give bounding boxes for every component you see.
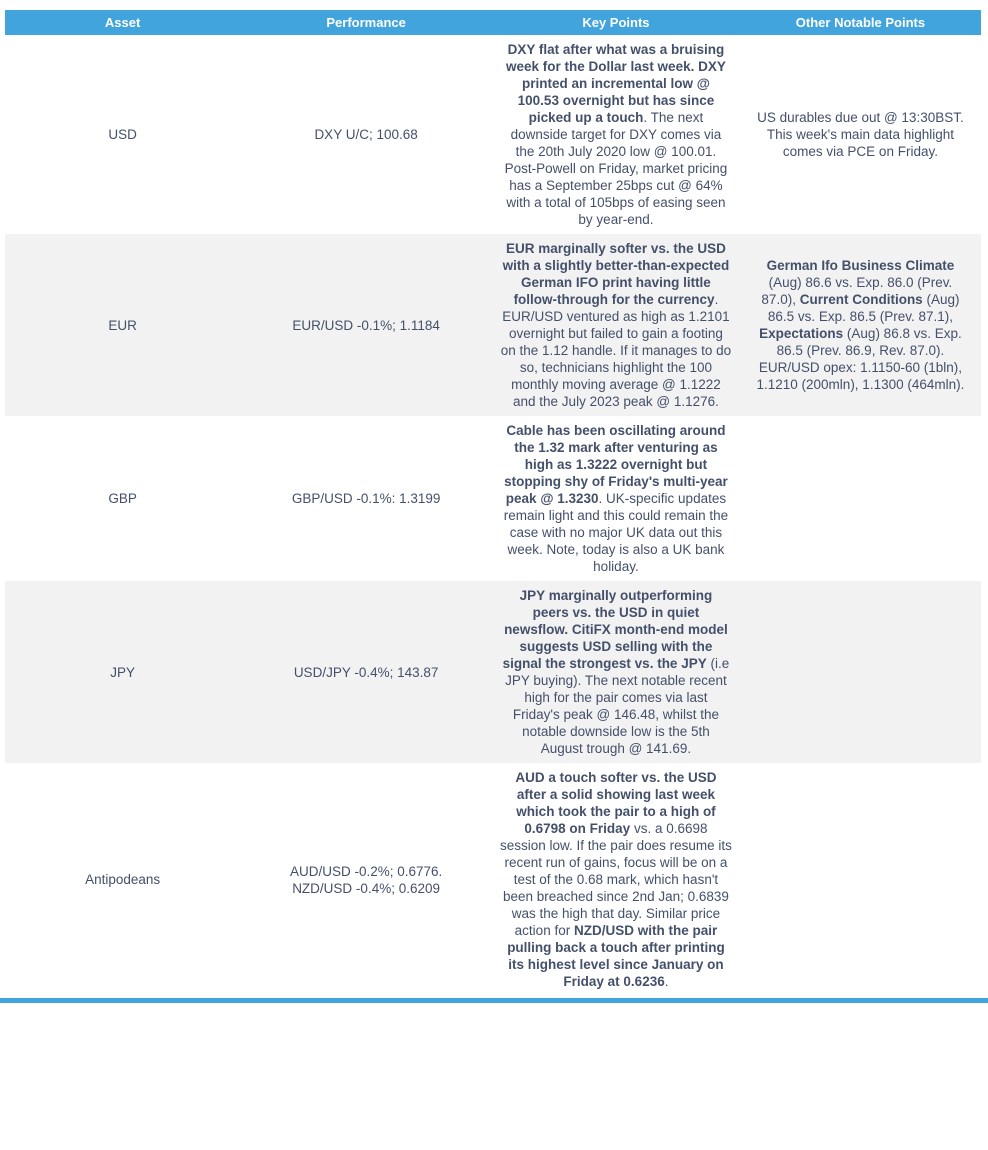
key-points-cell: JPY marginally outperforming peers vs. the USD in quiet newsflow. CitiFX month-end model suggests USD selling with the signal the strongest vs. the JPY (i.e JPY buying). The next notable recent high for the pair comes via last Friday's peak @ 146.48, whilst the notable downside low is the 5th August trough @ 141.69. xyxy=(492,581,740,763)
performance-cell: EUR/USD -0.1%; 1.1184 xyxy=(240,234,492,416)
key-points-cell: Cable has been oscillating around the 1.32 mark after venturing as high as 1.3222 overnight but stopping shy of Friday's multi-year peak @ 1.3230. UK-specific updates remain light and this could remain the case with no major UK data out this week. Note, today is also a UK bank holiday. xyxy=(503,423,729,574)
asset-row-eur xyxy=(5,234,981,416)
notable-points-cell: US durables due out @ 13:30BST. This week's main data highlight comes via PCE on Friday. xyxy=(757,110,964,159)
asset-row-jpy xyxy=(5,581,981,763)
notable-points-cell xyxy=(740,763,981,996)
asset-row-gbp xyxy=(5,416,981,581)
asset-cell: USD xyxy=(108,127,137,142)
key-points-cell: EUR marginally softer vs. the USD with a slightly better-than-expected German IFO print having little follow-through for the currency. EUR/USD ventured as high as 1.2101 overnight but failed to gain a footing on the 1.12 handle. If it manages to do so, technicians highlight the 100 monthly moving average @ 1.1222 and the July 2023 peak @ 1.1276. xyxy=(492,234,740,416)
asset-cell: Antipodeans xyxy=(85,872,161,887)
key-points-cell: AUD a touch softer vs. the USD after a solid showing last week which took the pair to a high of 0.6798 on Friday vs. a 0.6698 session low. If the pair does resume its recent run of gains, focus will be on a test of the 0.68 mark, which hasn't been breached since 2nd Jan; 0.6839 was the high that day. Similar price action for NZD/USD with the pair pulling back a touch after printing its highest level since January on Friday at 0.6236. xyxy=(500,770,732,989)
column-header-asset: Asset xyxy=(5,10,240,35)
column-header-performance: Performance xyxy=(240,10,492,35)
performance-cell: AUD/USD -0.2%; 0.6776. NZD/USD -0.4%; 0.6209 xyxy=(289,863,443,896)
notable-points-cell xyxy=(740,581,981,763)
asset-cell: GBP xyxy=(108,491,137,506)
bottom-rule xyxy=(0,998,988,1003)
asset-cell: EUR xyxy=(5,234,240,416)
header-row xyxy=(5,10,981,35)
notable-points-cell: German Ifo Business Climate (Aug) 86.6 vs. Exp. 86.0 (Prev. 87.0), Current Conditions (Aug) 86.5 vs. Exp. 86.5 (Prev. 87.1), Expectations (Aug) 86.8 vs. Exp. 86.5 (Prev. 86.9, Rev. 87.0). EUR/USD opex: 1.1150-60 (1bln), 1.1210 (200mln), 1.1300 (464mln). xyxy=(740,234,981,416)
performance-cell: GBP/USD -0.1%: 1.3199 xyxy=(291,491,441,506)
key-points-cell: DXY flat after what was a bruising week for the Dollar last week. DXY printed an incremental low @ 100.53 overnight but has since picked up a touch. The next downside target for DXY comes via the 20th July 2020 low @ 100.01. Post-Powell on Friday, market pricing has a September 25bps cut @ 64% with a total of 105bps of easing seen by year-end. xyxy=(504,42,728,227)
asset-cell: JPY xyxy=(5,581,240,763)
column-header-other-notable-points: Other Notable Points xyxy=(740,10,981,35)
fx-summary-table xyxy=(5,10,981,996)
performance-cell: USD/JPY -0.4%; 143.87 xyxy=(240,581,492,763)
notable-points-cell xyxy=(740,416,981,581)
performance-cell: DXY U/C; 100.68 xyxy=(314,127,418,142)
column-header-key-points: Key Points xyxy=(492,10,740,35)
table-body xyxy=(5,35,981,996)
asset-row-usd xyxy=(5,35,981,234)
asset-row-antipodeans xyxy=(5,763,981,996)
